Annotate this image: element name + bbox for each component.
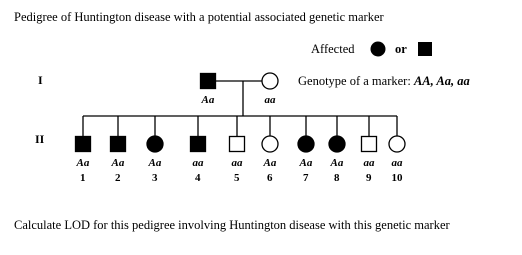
- figure-title: Pedigree of Huntington disease with a potential associated genetic marker: [14, 10, 384, 24]
- gen2-individual-4-genotype: aa: [192, 157, 204, 169]
- gen1-individual-2-symbol: [262, 73, 278, 89]
- gen2-individual-6-symbol: [262, 136, 278, 152]
- legend-or-label: or: [395, 42, 407, 56]
- gen2-individual-9-symbol: [362, 137, 377, 152]
- gen2-individual-10-symbol: [389, 136, 405, 152]
- legend-affected-male-symbol: [418, 42, 432, 56]
- gen2-individual-5-symbol: [230, 137, 245, 152]
- legend-affected-female-symbol: [371, 42, 386, 57]
- gen2-individual-3-number: 3: [152, 172, 158, 184]
- gen2-individual-4-symbol: [191, 137, 206, 152]
- gen2-individual-6-genotype: Aa: [263, 157, 277, 169]
- generation-label-2: II: [35, 132, 45, 146]
- gen2-individual-9-number: 9: [366, 172, 372, 184]
- gen2-individual-7-number: 7: [303, 172, 309, 184]
- gen2-individual-10-genotype: aa: [391, 157, 403, 169]
- gen2-individual-5-number: 5: [234, 172, 240, 184]
- gen2-individual-7-symbol: [298, 136, 314, 152]
- gen2-individual-5-genotype: aa: [231, 157, 243, 169]
- gen1-individual-1-genotype: Aa: [201, 94, 215, 106]
- gen2-individual-2-symbol: [111, 137, 126, 152]
- gen2-individual-4-number: 4: [195, 172, 201, 184]
- gen2-individual-2-number: 2: [115, 172, 121, 184]
- gen2-individual-7-genotype: Aa: [299, 157, 313, 169]
- gen2-individual-3-symbol: [147, 136, 163, 152]
- gen2-individual-1-symbol: [76, 137, 91, 152]
- gen2-individual-2-genotype: Aa: [111, 157, 125, 169]
- generation-label-1: I: [38, 73, 43, 87]
- gen1-individual-2-genotype: aa: [264, 94, 276, 106]
- gen2-individual-10-number: 10: [391, 172, 403, 184]
- gen2-individual-3-genotype: Aa: [148, 157, 162, 169]
- gen2-individual-1-number: 1: [80, 172, 86, 184]
- question-text: Calculate LOD for this pedigree involving Huntington disease with this genetic marker: [14, 218, 450, 232]
- legend-genotype-values: AA, Aa, aa: [413, 74, 470, 88]
- gen2-individual-6-number: 6: [267, 172, 273, 184]
- legend-affected-label: Affected: [311, 42, 355, 56]
- gen2-individual-8-symbol: [329, 136, 345, 152]
- gen2-individual-1-genotype: Aa: [76, 157, 90, 169]
- gen2-individual-8-genotype: Aa: [330, 157, 344, 169]
- gen2-individual-9-genotype: aa: [363, 157, 375, 169]
- gen2-individual-8-number: 8: [334, 172, 340, 184]
- gen1-individual-1-symbol: [201, 74, 216, 89]
- legend-genotype-prefix: Genotype of a marker:: [298, 74, 411, 88]
